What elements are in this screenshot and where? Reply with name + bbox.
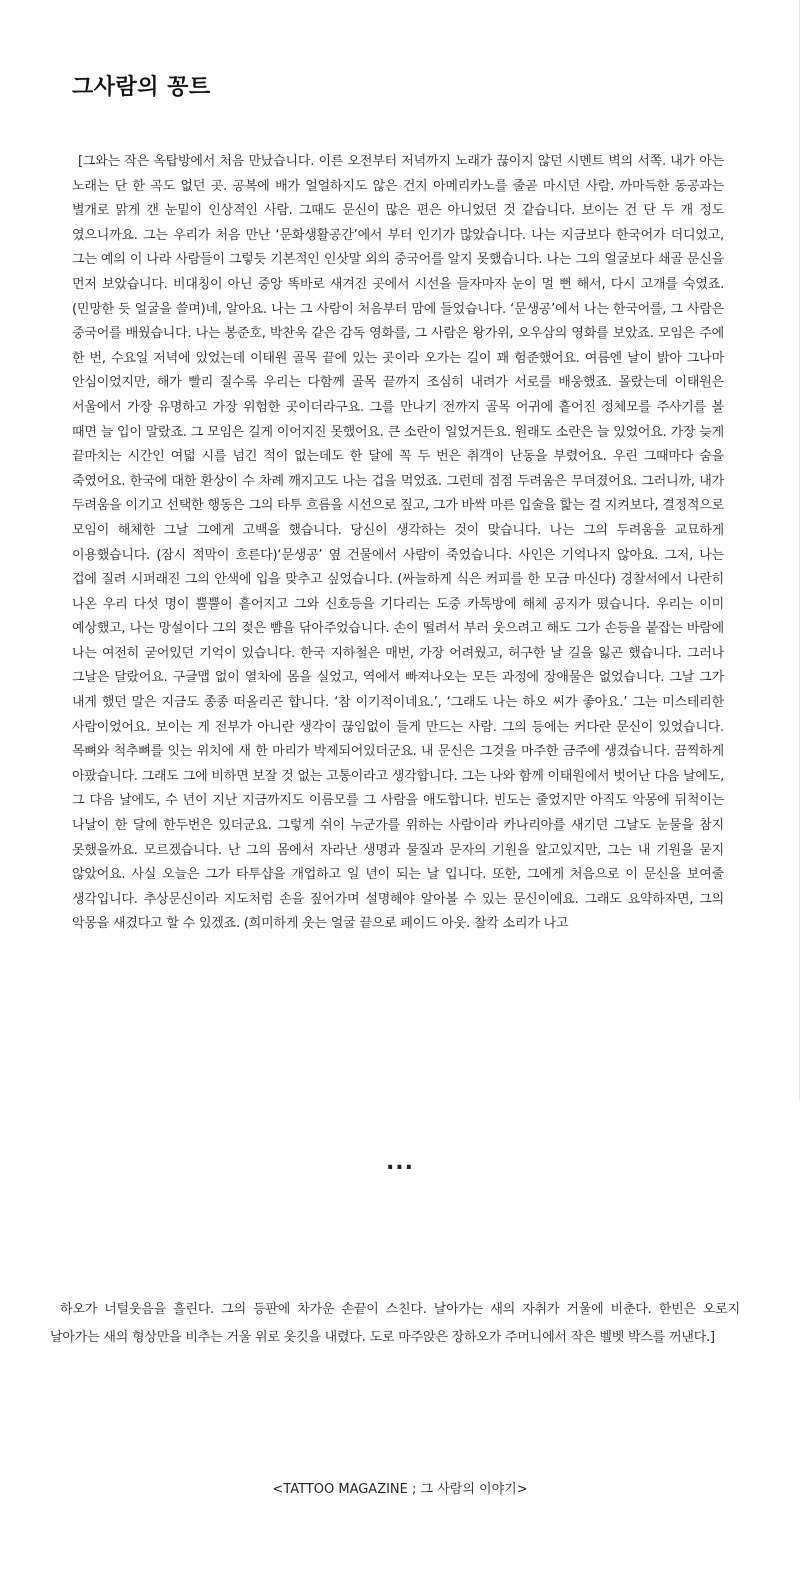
- section-ellipsis: ...: [385, 1150, 415, 1175]
- article-body: [그와는 작은 옥탑방에서 처음 만났습니다. 이른 오전부터 저녁까지 노래가 끊이지 않던 시멘트 벽의 서쪽. 내가 아는 노래는 단 한 곡도 없던 곳. 공복에 배가 얼얼하지도 않은 건지 아메리카노를 줄곧 마시던 사람. 까마득한 동공과는 별개로 맑게 갠 눈밑이 인상적인 사람. 그때도 문신이 많은 편은 아니었던 것 같습니다. 보이는 건 단 두 개 정도 였으니까요. 그는 우리가 처음 만난 ‘문화생활공간’에서 부터 인기가 많았습니다. 나는 지금보다 한국어가 더디었고, 그는 예의 이 나라 사람들이 그렇듯 기본적인 인삿말 외의 중국어를 알지 못했습니다. 나는 그의 얼굴보다 쇄골 문신을 먼저 보았습니다. 비대칭이 아닌 중앙 똑바로 새겨진 곳에서 시선을 들자마자 눈이 멀 뻔 해서, 다시 고개를 숙였죠. (민망한 듯 얼굴을 쓸며)네, 알아요. 나는 그 사람이 처음부터 맘에 들었습니다. ‘문생공’에서 나는 한국어를, 그 사람은 중국어를 배웠습니다. 나는 봉준호, 박찬욱 같은 감독 영화를, 그 사람은 왕가위, 오우삼의 영화를 보았죠. 모임은 주에 한 번, 수요일 저녁에 있었는데 이태원 골목 끝에 있는 곳이라 오가는 길이 꽤 험준했어요. 여름엔 날이 밝아 그나마 안심이었지만, 해가 빨리 질수록 우리는 다함께 골목 끝까지 조심히 내려가 서로를 배웅했죠. 몰랐는데 이태원은 서울에서 가장 유명하고 가장 위험한 곳이더라구요. 그를 만나기 전까지 골목 어귀에 흩어진 정체모를 주사기를 볼 때면 늘 입이 말랐죠. 그 모임은 길게 이어지진 못했어요. 큰 소란이 일었거든요. 원래도 소란은 늘 있었어요. 가장 늦게 끝마치는 시간인 여덟 시를 넘긴 적이 없는데도 한 달에 꼭 두 번은 취객이 난동을 부렸어요. 우린 그때마다 숨을 죽였어요. 한국에 대한 환상이 수 차례 깨지고도 나는 겁을 먹었죠. 그런데 점점 두려움은 무뎌졌어요. 그러니까, 내가 두려움을 이기고 선택한 행동은 그의 타투 흐름을 시선으로 짚고, 그가 바싹 마른 입술을 핥는 걸 지켜보다, 결정적으로 모임이 해체한 그날 그에게 고백을 했습니다. 당신이 생각하는 것이 맞습니다. 나는 그의 두려움을 교묘하게 이용했습니다. (잠시 적막이 흐른다)‘문생공’ 옆 건물에서 사람이 죽었습니다. 사인은 기억나지 않아요. 그저, 나는 겁에 질려 시퍼래진 그의 안색에 입을 맞추고 싶었습니다. (싸늘하게 식은 커피를 한 모금 마신다) 경찰서에서 나란히 나온 우리 다섯 명이 뿔뿔이 흩어지고 그와 신호등을 기다리는 도중 카톡방에 해체 공지가 떴습니다. 우리는 이미 예상했고, 나는 망설이다 그의 젖은 뺨을 닦아주었습니다. 손이 떨려서 부러 웃으려고 해도 그가 손등을 붙잡는 바람에 나는 여전히 굳어있던 기억이 있습니다. 한국 지하철은 매번, 가장 어려웠고, 허구한 날 길을 잃곤 했습니다. 그러나 그날은 달랐어요. 구글맵 없이 열차에 몸을 실었고, 역에서 빠져나오는 모든 과정에 장애물은 없었습니다. 그날 그가 내게 했던 말은 지금도 종종 떠올리곤 합니다. ‘참 이기적이네요.’, ‘그래도 나는 하오 씨가 좋아요.’ 그는 미스테리한 사람이었어요. 보이는 게 전부가 아니란 생각이 끊임없이 들게 만드는 사람. 그의 등에는 커다란 문신이 있었습니다. 목뼈와 척추뼈를 잇는 위치에 새 한 마리가 박제되어있더군요. 내 문신은 그것을 마주한 금주에 생겼습니다. 끔찍하게 아팠습니다. 그래도 그에 비하면 보잘 것 없는 고통이라고 생각합니다. 그는 나와 함께 이태원에서 벗어난 다음 날에도, 그 다음 날에도, 수 년이 지난 지금까지도 이름모를 그 사람을 애도합니다. 빈도는 줄었지만 아직도 악몽에 뒤척이는 나날이 한 달에 한두번은 있더군요. 그렇게 쉬이 누군가를 위하는 사람이라 카나리아를 새기던 그날도 눈물을 참지 못했을까요. 모르겠습니다. 난 그의 몸에서 자라난 생명과 물질과 문자의 기원을 알고있지만, 그는 내 기원을 묻지 않았어요. 사실 오늘은 그가 타투샵을 개업하고 일 년이 되는 날 입니다. 또한, 그에게 처음으로 이 문신을 보여줄 생각입니다. 추상문신이라 지도처럼 손을 짚어가며 설명해야 알아볼 수 있는 문신이에요. 그래도 요약하자면, 그의 악몽을 새겼다고 할 수 있겠죠. (희미하게 웃는 얼굴 끝으로 페이드 아웃. 찰칵 소리가 나고: [72, 154, 724, 932]
- article-title: 그사람의 꽁트: [72, 75, 211, 100]
- magazine-credit: <TATTOO MAGAZINE ; 그 사람의 이야기>: [272, 1482, 528, 1497]
- article-epilogue: 하오가 너털웃음을 흘린다. 그의 등판에 차가운 손끝이 스친다. 날아가는 새의 자취가 거울에 비춘다. 한빈은 오로지 날아가는 새의 형상만을 비추는 거울 위로 옷깃을 내렸다. 도로 마주앉은 장하오가 주머니에서 작은 벨벳 박스를 꺼낸다.]: [50, 1302, 740, 1345]
